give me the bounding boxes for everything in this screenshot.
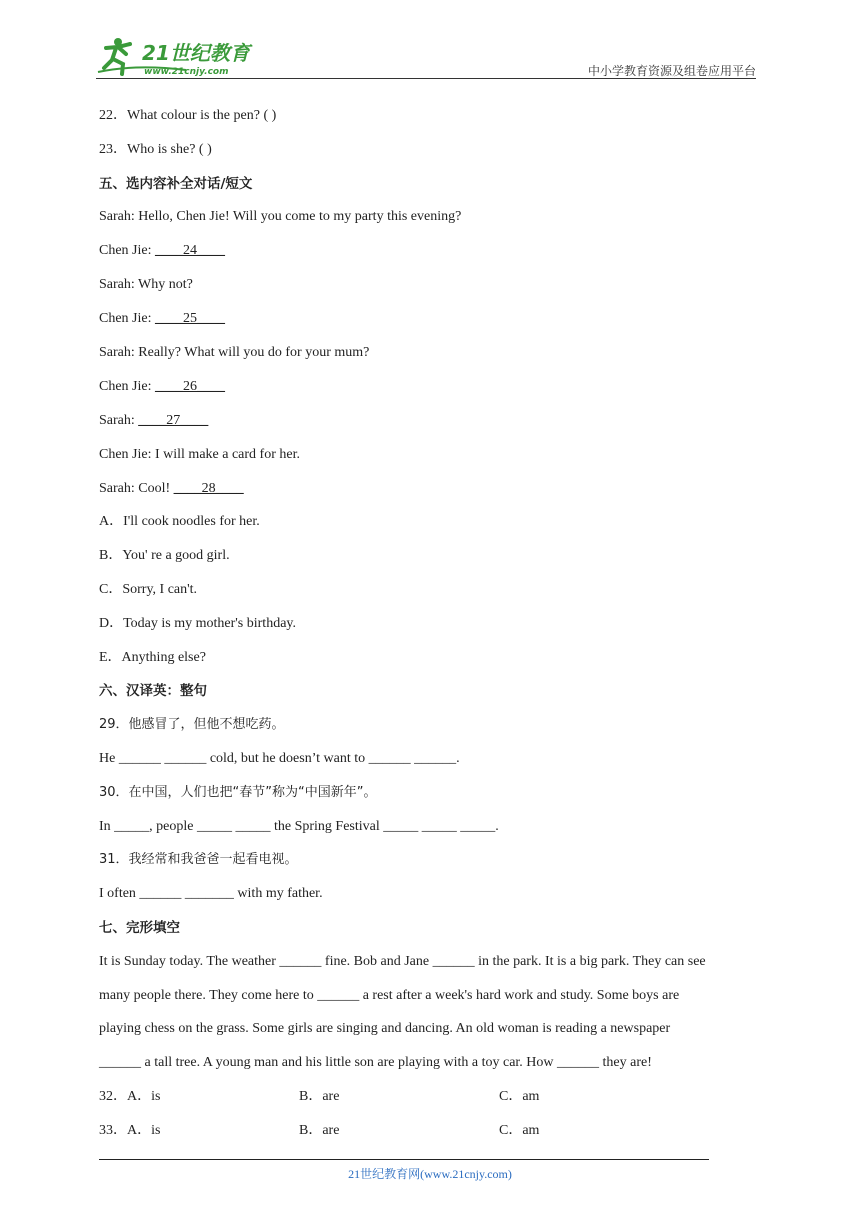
choice-b: B．are bbox=[299, 1123, 340, 1138]
logo-text: 21世纪教育 bbox=[142, 41, 250, 65]
answer-29: He ______ ______ cold, but he doesn’t want to ______ ______. bbox=[99, 751, 460, 766]
option-a: A．I'll cook noodles for her. bbox=[99, 514, 260, 529]
choice-c: C．am bbox=[499, 1123, 540, 1138]
option-b: B．You' re a good girl. bbox=[99, 548, 230, 563]
dialogue-line: Sarah: Hello, Chen Jie! Will you come to my party this evening? bbox=[99, 209, 462, 224]
footer-divider bbox=[99, 1159, 709, 1160]
dialogue-line bbox=[99, 310, 225, 328]
speaker: Chen Jie: bbox=[99, 379, 155, 394]
dialogue-line: Chen Jie: I will make a card for her. bbox=[99, 447, 300, 462]
question-29: 29．他感冒了，但他不想吃药。 bbox=[99, 717, 285, 732]
logo-url: www.21cnjy.com bbox=[144, 67, 229, 77]
dialogue-line bbox=[99, 378, 225, 396]
blank-26: ____26____ bbox=[155, 379, 225, 394]
dialogue-line: Sarah: Why not? bbox=[99, 277, 193, 292]
question-31: 31．我经常和我爸爸一起看电视。 bbox=[99, 852, 298, 867]
blank-24: ____24____ bbox=[155, 243, 225, 258]
answer-30: In _____, people _____ _____ the Spring Festival _____ _____ _____. bbox=[99, 819, 499, 834]
question-22: 22．What colour is the pen? ( ) bbox=[99, 108, 277, 123]
footer-link[interactable]: 21世纪教育网(www.21cnjy.com) bbox=[348, 1167, 512, 1181]
option-c: C．Sorry, I can't. bbox=[99, 582, 198, 597]
passage-line: many people there. They come here to ______ a rest after a week's hard work and study. Some boys are bbox=[99, 988, 680, 1003]
choice-b: B．are bbox=[299, 1089, 340, 1104]
logo bbox=[96, 34, 266, 78]
passage-line: It is Sunday today. The weather ______ fine. Bob and Jane ______ in the park. It is a big park. They can see bbox=[99, 954, 706, 969]
dialogue-line bbox=[99, 412, 208, 430]
dialogue-line: Sarah: Really? What will you do for your mum? bbox=[99, 345, 370, 360]
dialogue-line bbox=[99, 242, 225, 260]
blank-28: ____28____ bbox=[173, 481, 244, 496]
header-divider bbox=[96, 78, 756, 79]
blank-25: ____25____ bbox=[155, 311, 225, 326]
passage-line: playing chess on the grass. Some girls are singing and dancing. An old woman is reading a newspaper bbox=[99, 1021, 671, 1036]
speaker: Sarah: bbox=[99, 413, 139, 428]
section-6-title: 六、汉译英：整句 bbox=[99, 683, 207, 699]
option-d: D．Today is my mother's birthday. bbox=[99, 616, 296, 631]
page-header bbox=[96, 34, 756, 78]
choice-c: C．am bbox=[499, 1089, 540, 1104]
question-30: 30．在中国，人们也把“春节”称为“中国新年”。 bbox=[99, 785, 377, 800]
speaker: Chen Jie: bbox=[99, 311, 155, 326]
option-e: E．Anything else? bbox=[99, 650, 206, 665]
header-platform-text: 中小学教育资源及组卷应用平台 bbox=[587, 64, 756, 78]
answer-31: I often ______ _______ with my father. bbox=[99, 886, 323, 901]
choice-a: 33．A．is bbox=[99, 1123, 161, 1138]
section-5-title: 五、选内容补全对话/短文 bbox=[99, 176, 253, 192]
speaker: Chen Jie: bbox=[99, 243, 155, 258]
blank-27: ____27____ bbox=[138, 413, 209, 428]
question-23: 23．Who is she? ( ) bbox=[99, 142, 212, 157]
dialogue-line bbox=[99, 480, 244, 498]
passage-line: ______ a tall tree. A young man and his little son are playing with a toy car. How ______ they are! bbox=[99, 1055, 652, 1070]
choice-a: 32．A．is bbox=[99, 1089, 161, 1104]
speaker: Sarah: Cool! bbox=[99, 481, 174, 496]
section-7-title: 七、完形填空 bbox=[99, 920, 180, 936]
